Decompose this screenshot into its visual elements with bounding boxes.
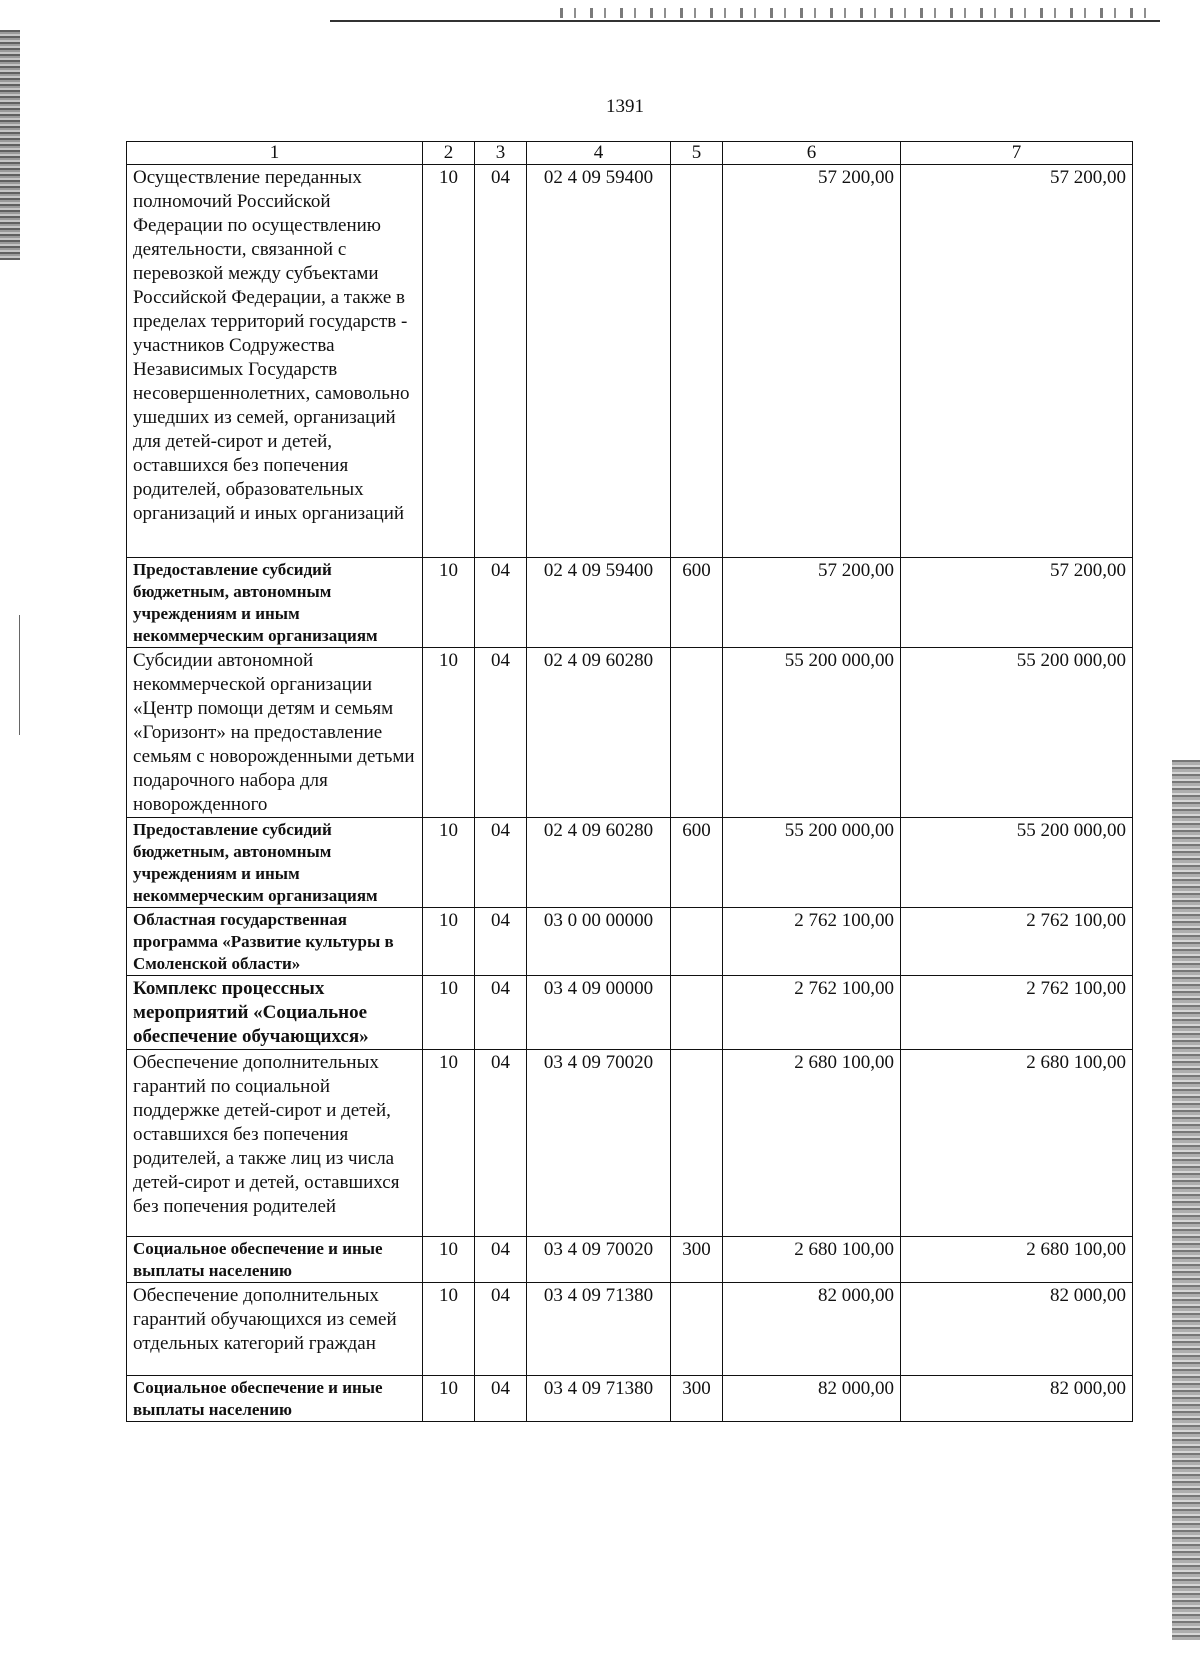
row-name-cell: Осуществление переданных полномочий Российской Федерации по осуществлению деятельности, связанной с перевозкой между субъектами Российской Федерации, а также в пределах территорий государств - участников Содружества Независимых Государств несовершеннолетних, самовольно ушедших из семей, организаций для детей-сирот и детей, оставшихся без попечения родителей, образовательных организаций и иных организаций — [127, 165, 423, 558]
section-code-cell: 10 — [423, 1376, 475, 1422]
section-code-cell: 10 — [423, 648, 475, 818]
subsection-code-cell: 04 — [475, 1237, 527, 1283]
amount-cell-col7: 2 762 100,00 — [901, 976, 1133, 1050]
amount-cell-col7: 2 680 100,00 — [901, 1237, 1133, 1283]
amount-cell-col6: 55 200 000,00 — [723, 648, 901, 818]
table-row — [127, 558, 1133, 648]
row-name-cell: Субсидии автономной некоммерческой организации «Центр помощи детям и семьям «Горизонт» на предоставление семьям с новорожденными детьми подарочного набора для новорожденного — [127, 648, 423, 818]
row-name-cell: Социальное обеспечение и иные выплаты населению — [127, 1237, 423, 1283]
header-cell: 6 — [723, 142, 901, 165]
subsection-code-cell: 04 — [475, 1283, 527, 1376]
header-cell: 5 — [671, 142, 723, 165]
row-name-cell: Обеспечение дополнительных гарантий по социальной поддержке детей-сирот и детей, оставшихся без попечения родителей, а также лиц из числа детей-сирот и детей, оставшихся без попечения родителей — [127, 1050, 423, 1237]
amount-cell-col6: 2 680 100,00 — [723, 1050, 901, 1237]
expense-type-cell — [671, 1283, 723, 1376]
budget-table — [126, 141, 1133, 1422]
row-name-cell: Областная государственная программа «Развитие культуры в Смоленской области» — [127, 908, 423, 976]
amount-cell-col7: 55 200 000,00 — [901, 648, 1133, 818]
table-header-row — [127, 142, 1133, 165]
amount-cell-col6: 82 000,00 — [723, 1376, 901, 1422]
section-code-cell: 10 — [423, 165, 475, 558]
target-article-cell: 03 4 09 70020 — [527, 1237, 671, 1283]
expense-type-cell — [671, 648, 723, 818]
scan-top-noise — [560, 8, 1150, 18]
target-article-cell: 02 4 09 59400 — [527, 165, 671, 558]
target-article-cell: 03 4 09 00000 — [527, 976, 671, 1050]
row-name-cell: Предоставление субсидий бюджетным, автономным учреждениям и иным некоммерческим организациям — [127, 818, 423, 908]
section-code-cell: 10 — [423, 1283, 475, 1376]
row-name-cell: Предоставление субсидий бюджетным, автономным учреждениям и иным некоммерческим организациям — [127, 558, 423, 648]
section-code-cell: 10 — [423, 976, 475, 1050]
page-number: 1391 — [606, 96, 644, 117]
amount-cell-col6: 57 200,00 — [723, 558, 901, 648]
scan-edge-left — [0, 30, 20, 260]
expense-type-cell — [671, 908, 723, 976]
table-row — [127, 648, 1133, 818]
subsection-code-cell: 04 — [475, 818, 527, 908]
table-row — [127, 1050, 1133, 1237]
amount-cell-col7: 82 000,00 — [901, 1376, 1133, 1422]
header-cell: 1 — [127, 142, 423, 165]
scan-top-line — [330, 20, 1160, 22]
target-article-cell: 03 4 09 70020 — [527, 1050, 671, 1237]
target-article-cell: 02 4 09 60280 — [527, 648, 671, 818]
table-row — [127, 1283, 1133, 1376]
header-cell: 4 — [527, 142, 671, 165]
target-article-cell: 03 4 09 71380 — [527, 1376, 671, 1422]
subsection-code-cell: 04 — [475, 908, 527, 976]
scan-edge-right — [1172, 760, 1200, 1640]
target-article-cell: 02 4 09 60280 — [527, 818, 671, 908]
subsection-code-cell: 04 — [475, 1376, 527, 1422]
expense-type-cell — [671, 976, 723, 1050]
amount-cell-col6: 55 200 000,00 — [723, 818, 901, 908]
amount-cell-col6: 2 680 100,00 — [723, 1237, 901, 1283]
row-name-cell: Комплекс процессных мероприятий «Социальное обеспечение обучающихся» — [127, 976, 423, 1050]
amount-cell-col6: 57 200,00 — [723, 165, 901, 558]
table-row — [127, 1376, 1133, 1422]
header-cell: 3 — [475, 142, 527, 165]
subsection-code-cell: 04 — [475, 165, 527, 558]
target-article-cell: 02 4 09 59400 — [527, 558, 671, 648]
amount-cell-col6: 2 762 100,00 — [723, 908, 901, 976]
row-name-cell: Социальное обеспечение и иные выплаты населению — [127, 1376, 423, 1422]
table-row — [127, 165, 1133, 558]
table-row — [127, 976, 1133, 1050]
section-code-cell: 10 — [423, 818, 475, 908]
budget-table-body — [127, 142, 1133, 1422]
target-article-cell: 03 0 00 00000 — [527, 908, 671, 976]
amount-cell-col7: 57 200,00 — [901, 558, 1133, 648]
subsection-code-cell: 04 — [475, 976, 527, 1050]
expense-type-cell: 300 — [671, 1237, 723, 1283]
amount-cell-col7: 2 680 100,00 — [901, 1050, 1133, 1237]
subsection-code-cell: 04 — [475, 1050, 527, 1237]
section-code-cell: 10 — [423, 1050, 475, 1237]
table-row — [127, 1237, 1133, 1283]
expense-type-cell — [671, 165, 723, 558]
amount-cell-col6: 82 000,00 — [723, 1283, 901, 1376]
amount-cell-col7: 57 200,00 — [901, 165, 1133, 558]
table-row — [127, 818, 1133, 908]
amount-cell-col7: 55 200 000,00 — [901, 818, 1133, 908]
expense-type-cell: 600 — [671, 818, 723, 908]
section-code-cell: 10 — [423, 908, 475, 976]
header-cell: 2 — [423, 142, 475, 165]
expense-type-cell: 300 — [671, 1376, 723, 1422]
subsection-code-cell: 04 — [475, 558, 527, 648]
expense-type-cell: 600 — [671, 558, 723, 648]
scan-margin-line — [19, 615, 20, 735]
section-code-cell: 10 — [423, 1237, 475, 1283]
target-article-cell: 03 4 09 71380 — [527, 1283, 671, 1376]
subsection-code-cell: 04 — [475, 648, 527, 818]
amount-cell-col7: 82 000,00 — [901, 1283, 1133, 1376]
header-cell: 7 — [901, 142, 1133, 165]
section-code-cell: 10 — [423, 558, 475, 648]
table-row — [127, 908, 1133, 976]
amount-cell-col6: 2 762 100,00 — [723, 976, 901, 1050]
expense-type-cell — [671, 1050, 723, 1237]
row-name-cell: Обеспечение дополнительных гарантий обучающихся из семей отдельных категорий граждан — [127, 1283, 423, 1376]
amount-cell-col7: 2 762 100,00 — [901, 908, 1133, 976]
